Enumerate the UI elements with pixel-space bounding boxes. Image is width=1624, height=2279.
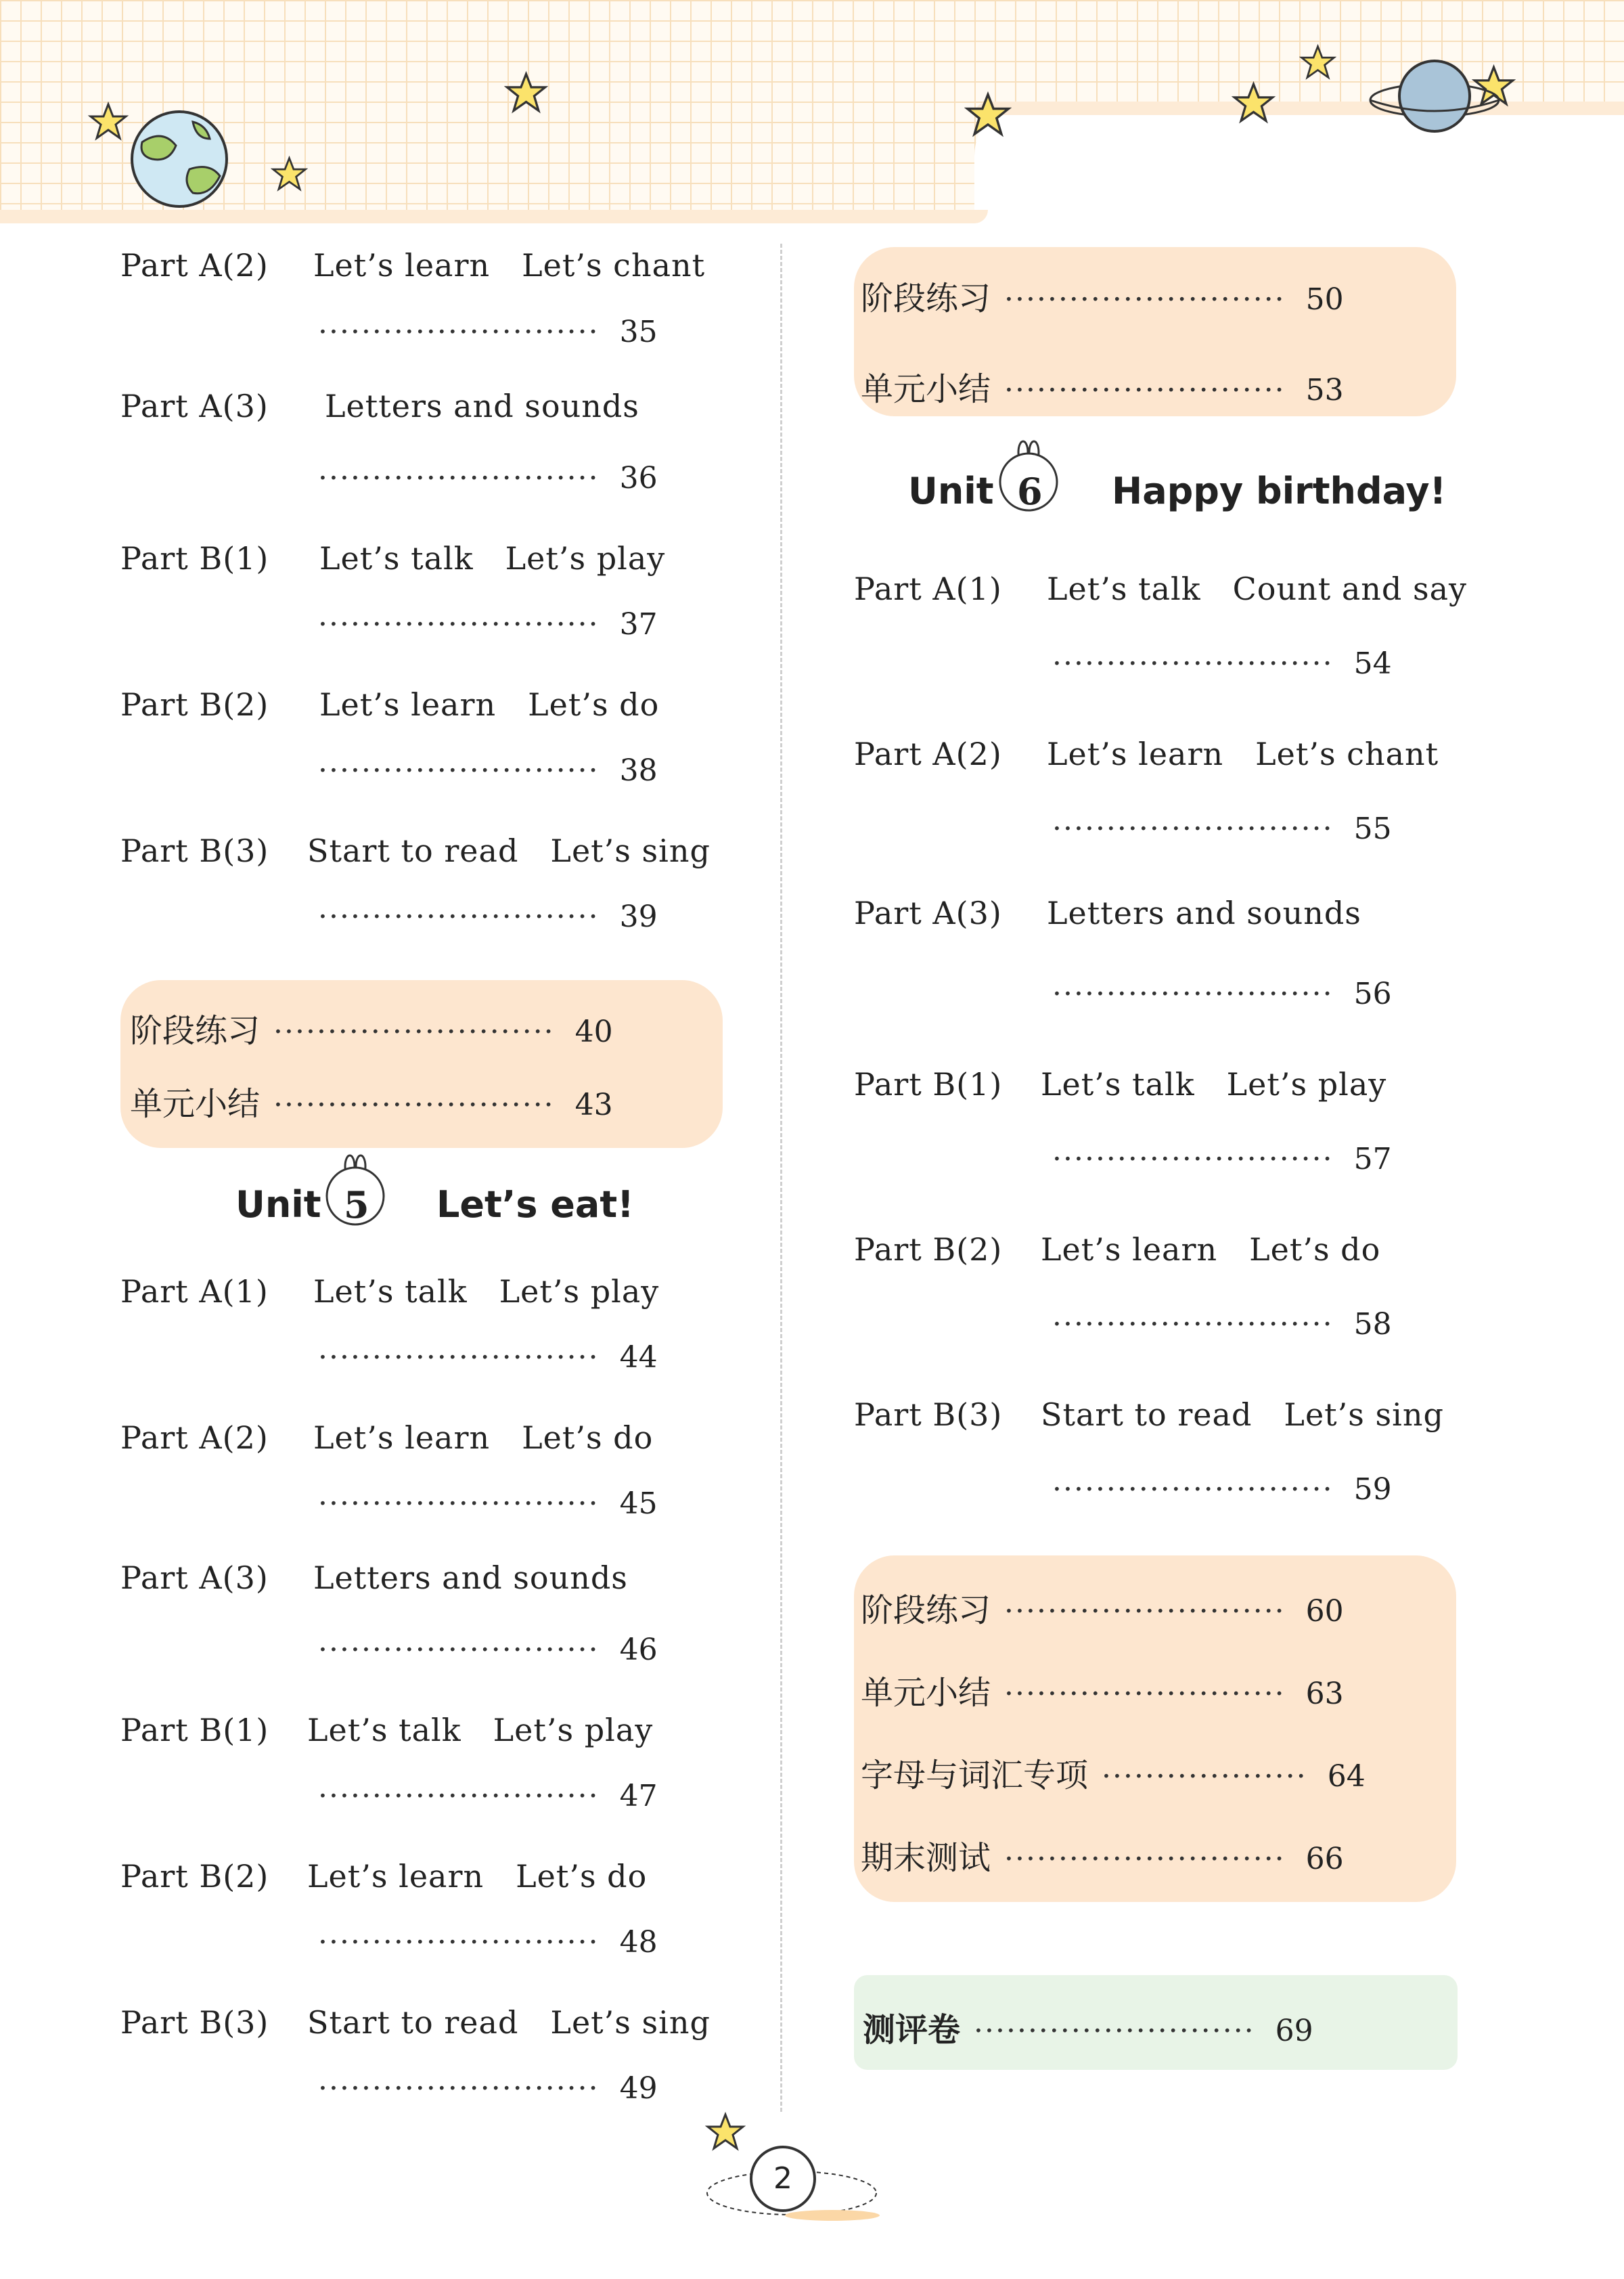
leader-dots: ··················· <box>1102 1759 1307 1794</box>
star-icon <box>271 156 308 193</box>
leader-dots: ·························· <box>974 2014 1255 2048</box>
toc-entry[interactable] <box>120 388 639 424</box>
entry-label: Part A(1) <box>854 571 1002 607</box>
toc-entry[interactable] <box>120 534 665 579</box>
toc-dots-line <box>1052 1142 1392 1176</box>
leader-dots: ·························· <box>318 607 600 642</box>
toc-dots-line <box>318 1340 658 1375</box>
entry-label: Part B(1) <box>120 540 269 577</box>
star-icon <box>705 2112 746 2152</box>
star-icon <box>1299 44 1336 81</box>
toc-entry[interactable] <box>854 895 1361 931</box>
review-entry[interactable] <box>130 1004 613 1051</box>
page-ref: 63 <box>1305 1677 1344 1711</box>
leader-dots: ·························· <box>318 461 600 495</box>
toc-dots-line <box>318 2071 658 2106</box>
entry-label: Part B(3) <box>120 2004 269 2041</box>
page-ref: 40 <box>574 1015 613 1049</box>
toc-entry[interactable] <box>120 826 710 871</box>
entry-title: Letters and sounds <box>325 388 639 424</box>
page-ref: 47 <box>619 1779 658 1813</box>
entry-label: Part B(2) <box>854 1231 1003 1268</box>
leader-dots: ·························· <box>1004 282 1286 317</box>
leader-dots: ·························· <box>1004 373 1286 407</box>
toc-entry[interactable] <box>854 1390 1444 1435</box>
page-ref: 56 <box>1353 977 1392 1011</box>
entry-label: Part A(3) <box>854 895 1002 931</box>
unit-heading <box>235 1183 321 1226</box>
page-number: 2 <box>750 2146 816 2212</box>
test-entry[interactable] <box>863 2004 1313 2050</box>
leader-dots: ·························· <box>1004 1842 1286 1876</box>
planet-icon <box>1367 54 1502 142</box>
entry-title: Let’s learn Let’s chant <box>313 247 706 284</box>
page-ref: 50 <box>1305 282 1344 317</box>
header-bottom-band <box>0 210 988 223</box>
review-entry[interactable] <box>861 1666 1344 1713</box>
entry-title: Letters and sounds <box>1047 895 1361 931</box>
page-ref: 69 <box>1275 2014 1313 2048</box>
page-ref: 64 <box>1327 1759 1366 1794</box>
leader-dots: ·························· <box>273 1088 555 1122</box>
entry-label: Part B(2) <box>120 686 269 723</box>
entry-title: Let’s learn Let’s do <box>319 686 660 723</box>
unit-word: Unit <box>908 470 994 512</box>
entry-label: Part A(3) <box>120 388 269 424</box>
review-entry[interactable] <box>861 1749 1366 1796</box>
leader-dots: ·························· <box>1052 977 1334 1011</box>
unit-title: Happy birthday! <box>1112 470 1447 512</box>
entry-title: Letters and sounds <box>313 1559 628 1596</box>
earth-icon <box>129 108 230 210</box>
leader-dots: ·························· <box>318 315 600 349</box>
entry-label: Part A(1) <box>120 1273 269 1310</box>
toc-dots-line <box>318 1925 658 1960</box>
header-white-area <box>974 102 1624 230</box>
page-ref: 55 <box>1353 812 1392 846</box>
toc-entry[interactable] <box>854 565 1467 609</box>
review-entry[interactable] <box>861 1584 1344 1631</box>
page-ref: 58 <box>1353 1307 1392 1342</box>
review-title: 阶段练习 <box>861 1591 991 1629</box>
leader-dots: ·························· <box>318 1486 600 1521</box>
toc-dots-line <box>318 1633 658 1667</box>
leader-dots: ·························· <box>1052 1142 1334 1176</box>
review-title: 阶段练习 <box>861 280 991 317</box>
entry-label: Part A(3) <box>120 1559 269 1596</box>
entry-title: Let’s talk Let’s play <box>307 1712 654 1748</box>
toc-dots-line <box>1052 646 1392 681</box>
toc-dots-line <box>318 461 658 495</box>
page-ref: 43 <box>574 1088 613 1122</box>
toc-entry[interactable] <box>120 1998 710 2043</box>
leader-dots: ·························· <box>318 753 600 788</box>
leader-dots: ·························· <box>1004 1594 1286 1629</box>
page-ref: 49 <box>619 2071 658 2106</box>
leader-dots: ·························· <box>318 1633 600 1667</box>
leader-dots: ·························· <box>1052 646 1334 681</box>
review-entry[interactable] <box>130 1078 613 1124</box>
review-title: 阶段练习 <box>130 1012 261 1050</box>
entry-label: Part A(2) <box>120 1419 269 1456</box>
leader-dots: ·························· <box>1052 1307 1334 1342</box>
star-icon <box>1232 81 1276 125</box>
leader-dots: ·························· <box>273 1015 555 1049</box>
entry-title: Let’s learn Let’s chant <box>1047 736 1439 772</box>
page-ref: 60 <box>1305 1594 1344 1629</box>
page-ref: 44 <box>619 1340 658 1375</box>
review-entry[interactable] <box>861 272 1344 319</box>
leader-dots: ·························· <box>1052 1472 1334 1507</box>
review-title: 字母与词汇专项 <box>861 1756 1089 1794</box>
toc-dots-line <box>318 315 658 349</box>
entry-label: Part A(2) <box>854 736 1002 772</box>
toc-entry[interactable] <box>120 1413 653 1458</box>
toc-dots-line <box>318 753 658 788</box>
review-title: 单元小结 <box>861 370 991 408</box>
entry-title: Let’s learn Let’s do <box>307 1858 648 1895</box>
toc-entry[interactable] <box>120 1559 628 1596</box>
toc-dots-line <box>1052 1472 1392 1507</box>
toc-dots-line <box>318 900 658 934</box>
entry-title: Let’s talk Count and say <box>1047 571 1467 607</box>
entry-label: Part B(3) <box>120 833 269 869</box>
entry-label: Part B(1) <box>120 1712 269 1748</box>
leader-dots: ·························· <box>318 1925 600 1960</box>
leader-dots: ·························· <box>318 1340 600 1375</box>
entry-label: Part B(3) <box>854 1396 1003 1433</box>
toc-entry[interactable] <box>854 730 1439 774</box>
header-accent-line <box>974 102 1624 115</box>
page-ref: 48 <box>619 1925 658 1960</box>
leader-dots: ·························· <box>1052 812 1334 846</box>
unit-number: 5 <box>344 1183 369 1226</box>
unit-number: 6 <box>1017 470 1043 513</box>
toc-dots-line <box>1052 812 1392 846</box>
page-ref: 38 <box>619 753 658 788</box>
page-ref: 45 <box>619 1486 658 1521</box>
star-icon <box>504 71 548 115</box>
leader-dots: ·························· <box>318 2071 600 2106</box>
entry-label: Part B(1) <box>854 1066 1003 1103</box>
leader-dots: ·························· <box>318 1779 600 1813</box>
page-ref: 36 <box>619 461 658 495</box>
entry-title: Start to read Let’s sing <box>307 2004 710 2041</box>
toc-entry[interactable] <box>120 680 659 725</box>
toc-dots-line <box>1052 1307 1392 1342</box>
unit-title: Let’s eat! <box>436 1183 634 1226</box>
leader-dots: ·························· <box>318 900 600 934</box>
leader-dots: ·························· <box>1004 1677 1286 1711</box>
page-ref: 37 <box>619 607 658 642</box>
toc-dots-line <box>318 1486 658 1521</box>
entry-title: Let’s talk Let’s play <box>313 1273 660 1310</box>
page-ref: 53 <box>1305 373 1344 407</box>
page-ref: 57 <box>1353 1142 1392 1176</box>
star-icon <box>88 102 129 142</box>
review-entry[interactable] <box>861 1832 1344 1878</box>
entry-title: Let’s learn Let’s do <box>1041 1231 1381 1268</box>
page-ref: 35 <box>619 315 658 349</box>
toc-dots-line <box>318 1779 658 1813</box>
toc-dots-line <box>318 607 658 642</box>
column-divider <box>780 244 782 2112</box>
entry-title: Let’s talk Let’s play <box>319 540 666 577</box>
toc-entry[interactable] <box>120 241 705 286</box>
star-icon <box>964 91 1012 139</box>
entry-title: Start to read Let’s sing <box>307 833 710 869</box>
review-title: 单元小结 <box>130 1085 261 1123</box>
unit-heading <box>908 470 994 512</box>
page-ref: 54 <box>1353 646 1392 681</box>
entry-title: Let’s learn Let’s do <box>313 1419 654 1456</box>
review-entry[interactable] <box>861 363 1344 410</box>
toc-entry[interactable] <box>854 1060 1386 1105</box>
page-ref: 66 <box>1305 1842 1344 1876</box>
entry-title: Start to read Let’s sing <box>1041 1396 1444 1433</box>
page-ref: 59 <box>1353 1472 1392 1507</box>
test-title: 测评卷 <box>863 2011 961 2049</box>
toc-entry[interactable] <box>120 1706 653 1750</box>
unit-word: Unit <box>235 1183 321 1226</box>
page-ref: 46 <box>619 1633 658 1667</box>
review-title: 期末测试 <box>861 1839 991 1877</box>
toc-entry[interactable] <box>120 1852 647 1897</box>
entry-label: Part A(2) <box>120 247 269 284</box>
toc-dots-line <box>1052 977 1392 1011</box>
toc-entry[interactable] <box>854 1225 1380 1270</box>
entry-title: Let’s talk Let’s play <box>1041 1066 1387 1103</box>
page-ref: 39 <box>619 900 658 934</box>
review-title: 单元小结 <box>861 1674 991 1712</box>
entry-label: Part B(2) <box>120 1858 269 1895</box>
toc-entry[interactable] <box>120 1267 659 1312</box>
